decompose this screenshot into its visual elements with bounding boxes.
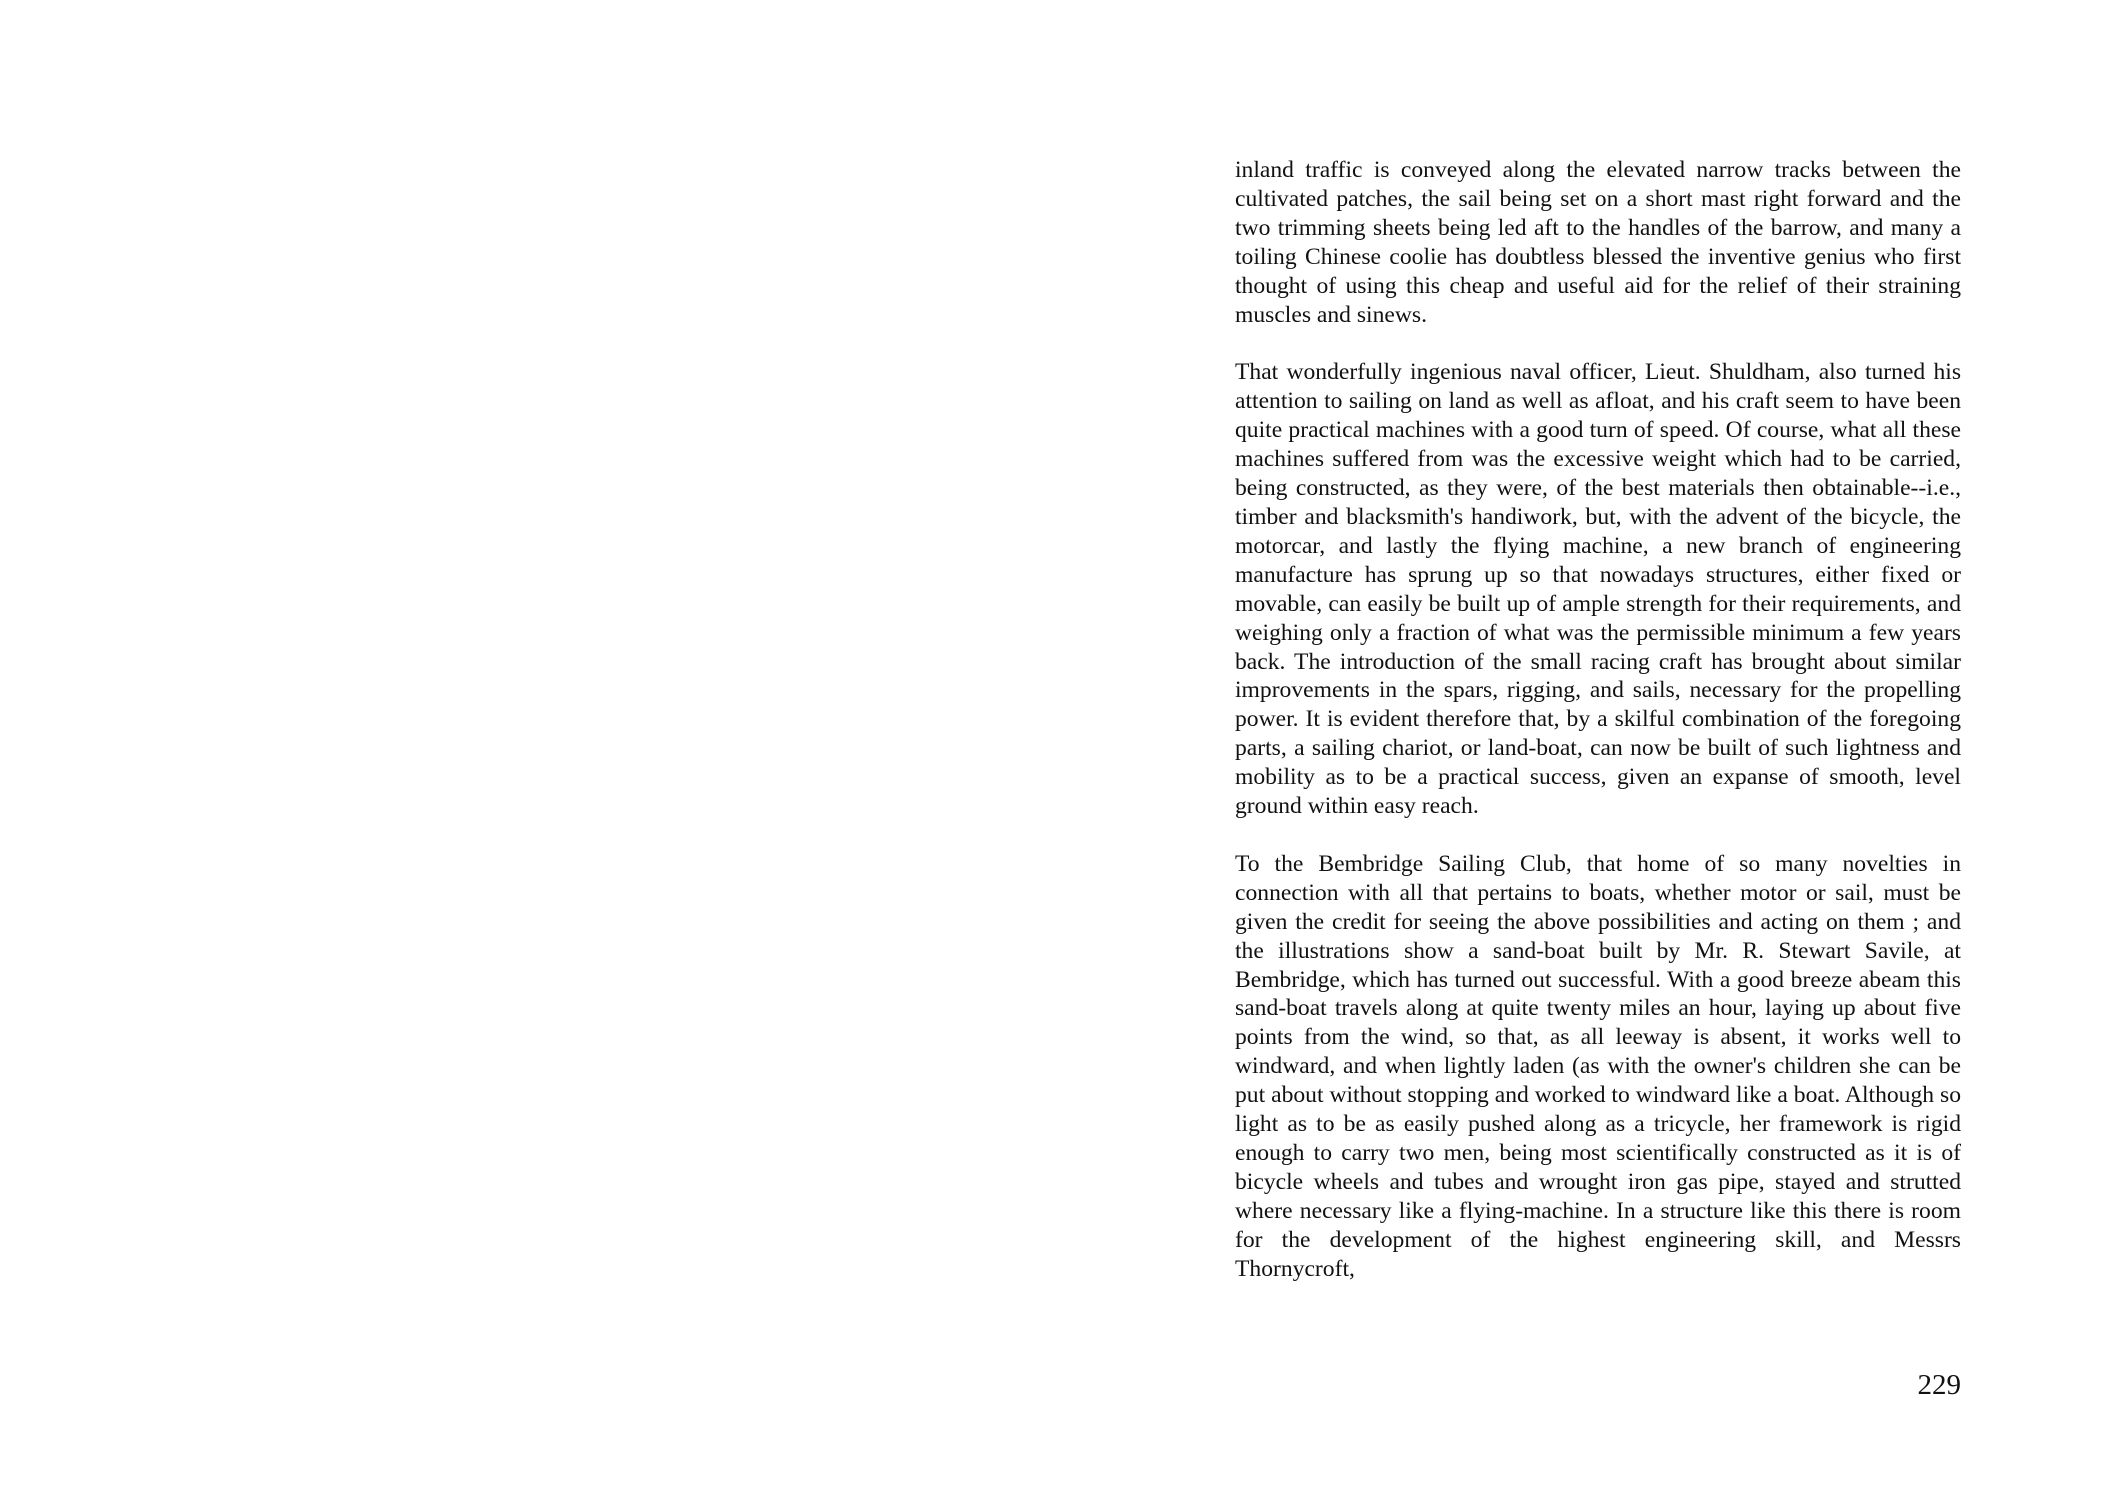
right-page	[1052, 0, 2105, 1489]
paragraph-2: That wonderfully ingenious naval officer, Lieut. Shuldham, also turned his attention to sailing on land as well as afloat, and his craft seem to have been quite practical machines with a good turn of speed. Of course, what all these machines suffered from was the excessive weight which had to be carried, being constructed, as they were, of the best materials then obtainable--i.e., timber and blacksmith's handiwork, but, with the advent of the bicycle, the motorcar, and lastly the flying machine, a new branch of engineering manufacture has sprung up so that nowadays structures, either fixed or movable, can easily be built up of ample strength for their requirements, and weighing only a fraction of what was the permissible minimum a few years back. The introduction of the small racing craft has brought about similar improvements in the spars, rigging, and sails, necessary for the propelling power. It is evident therefore that, by a skilful combination of the foregoing parts, a sailing chariot, or land-boat, can now be built of such lightness and mobility as to be a practical success, given an expanse of smooth, level ground within easy reach.	[1235, 359, 1961, 820]
left-page-blank	[0, 0, 1052, 1489]
page-number: 229	[1917, 1369, 1961, 1401]
body-text	[1235, 156, 1961, 1313]
paragraph-3: To the Bembridge Sailing Club, that home of so many novelties in connection with all that pertains to boats, whether motor or sail, must be given the credit for seeing the above possibilities and acting on them ; and the illustrations show a sand-boat built by Mr. R. Stewart Savile, at Bembridge, which has turned out successful. With a good breeze abeam this sand-boat travels along at quite twenty miles an hour, laying up about five points from the wind, so that, as all leeway is absent, it works well to windward, and when lightly laden (as with the owner's children she can be put about without stopping and worked to windward like a boat. Although so light as to be as easily pushed along as a tricycle, her framework is rigid enough to carry two men, being most scientifically constructed as it is of bicycle wheels and tubes and wrought iron gas pipe, stayed and strutted where necessary like a flying-machine. In a structure like this there is room for the development of the highest engineering skill, and Messrs Thornycroft,	[1235, 850, 1961, 1282]
paragraph-1: inland traffic is conveyed along the elevated narrow tracks between the cultivated patches, the sail being set on a short mast right forward and the two trimming sheets being led aft to the handles of the barrow, and many a toiling Chinese coolie has doubtless blessed the inventive genius who first thought of using this cheap and useful aid for the relief of their straining muscles and sinews.	[1235, 157, 1961, 328]
